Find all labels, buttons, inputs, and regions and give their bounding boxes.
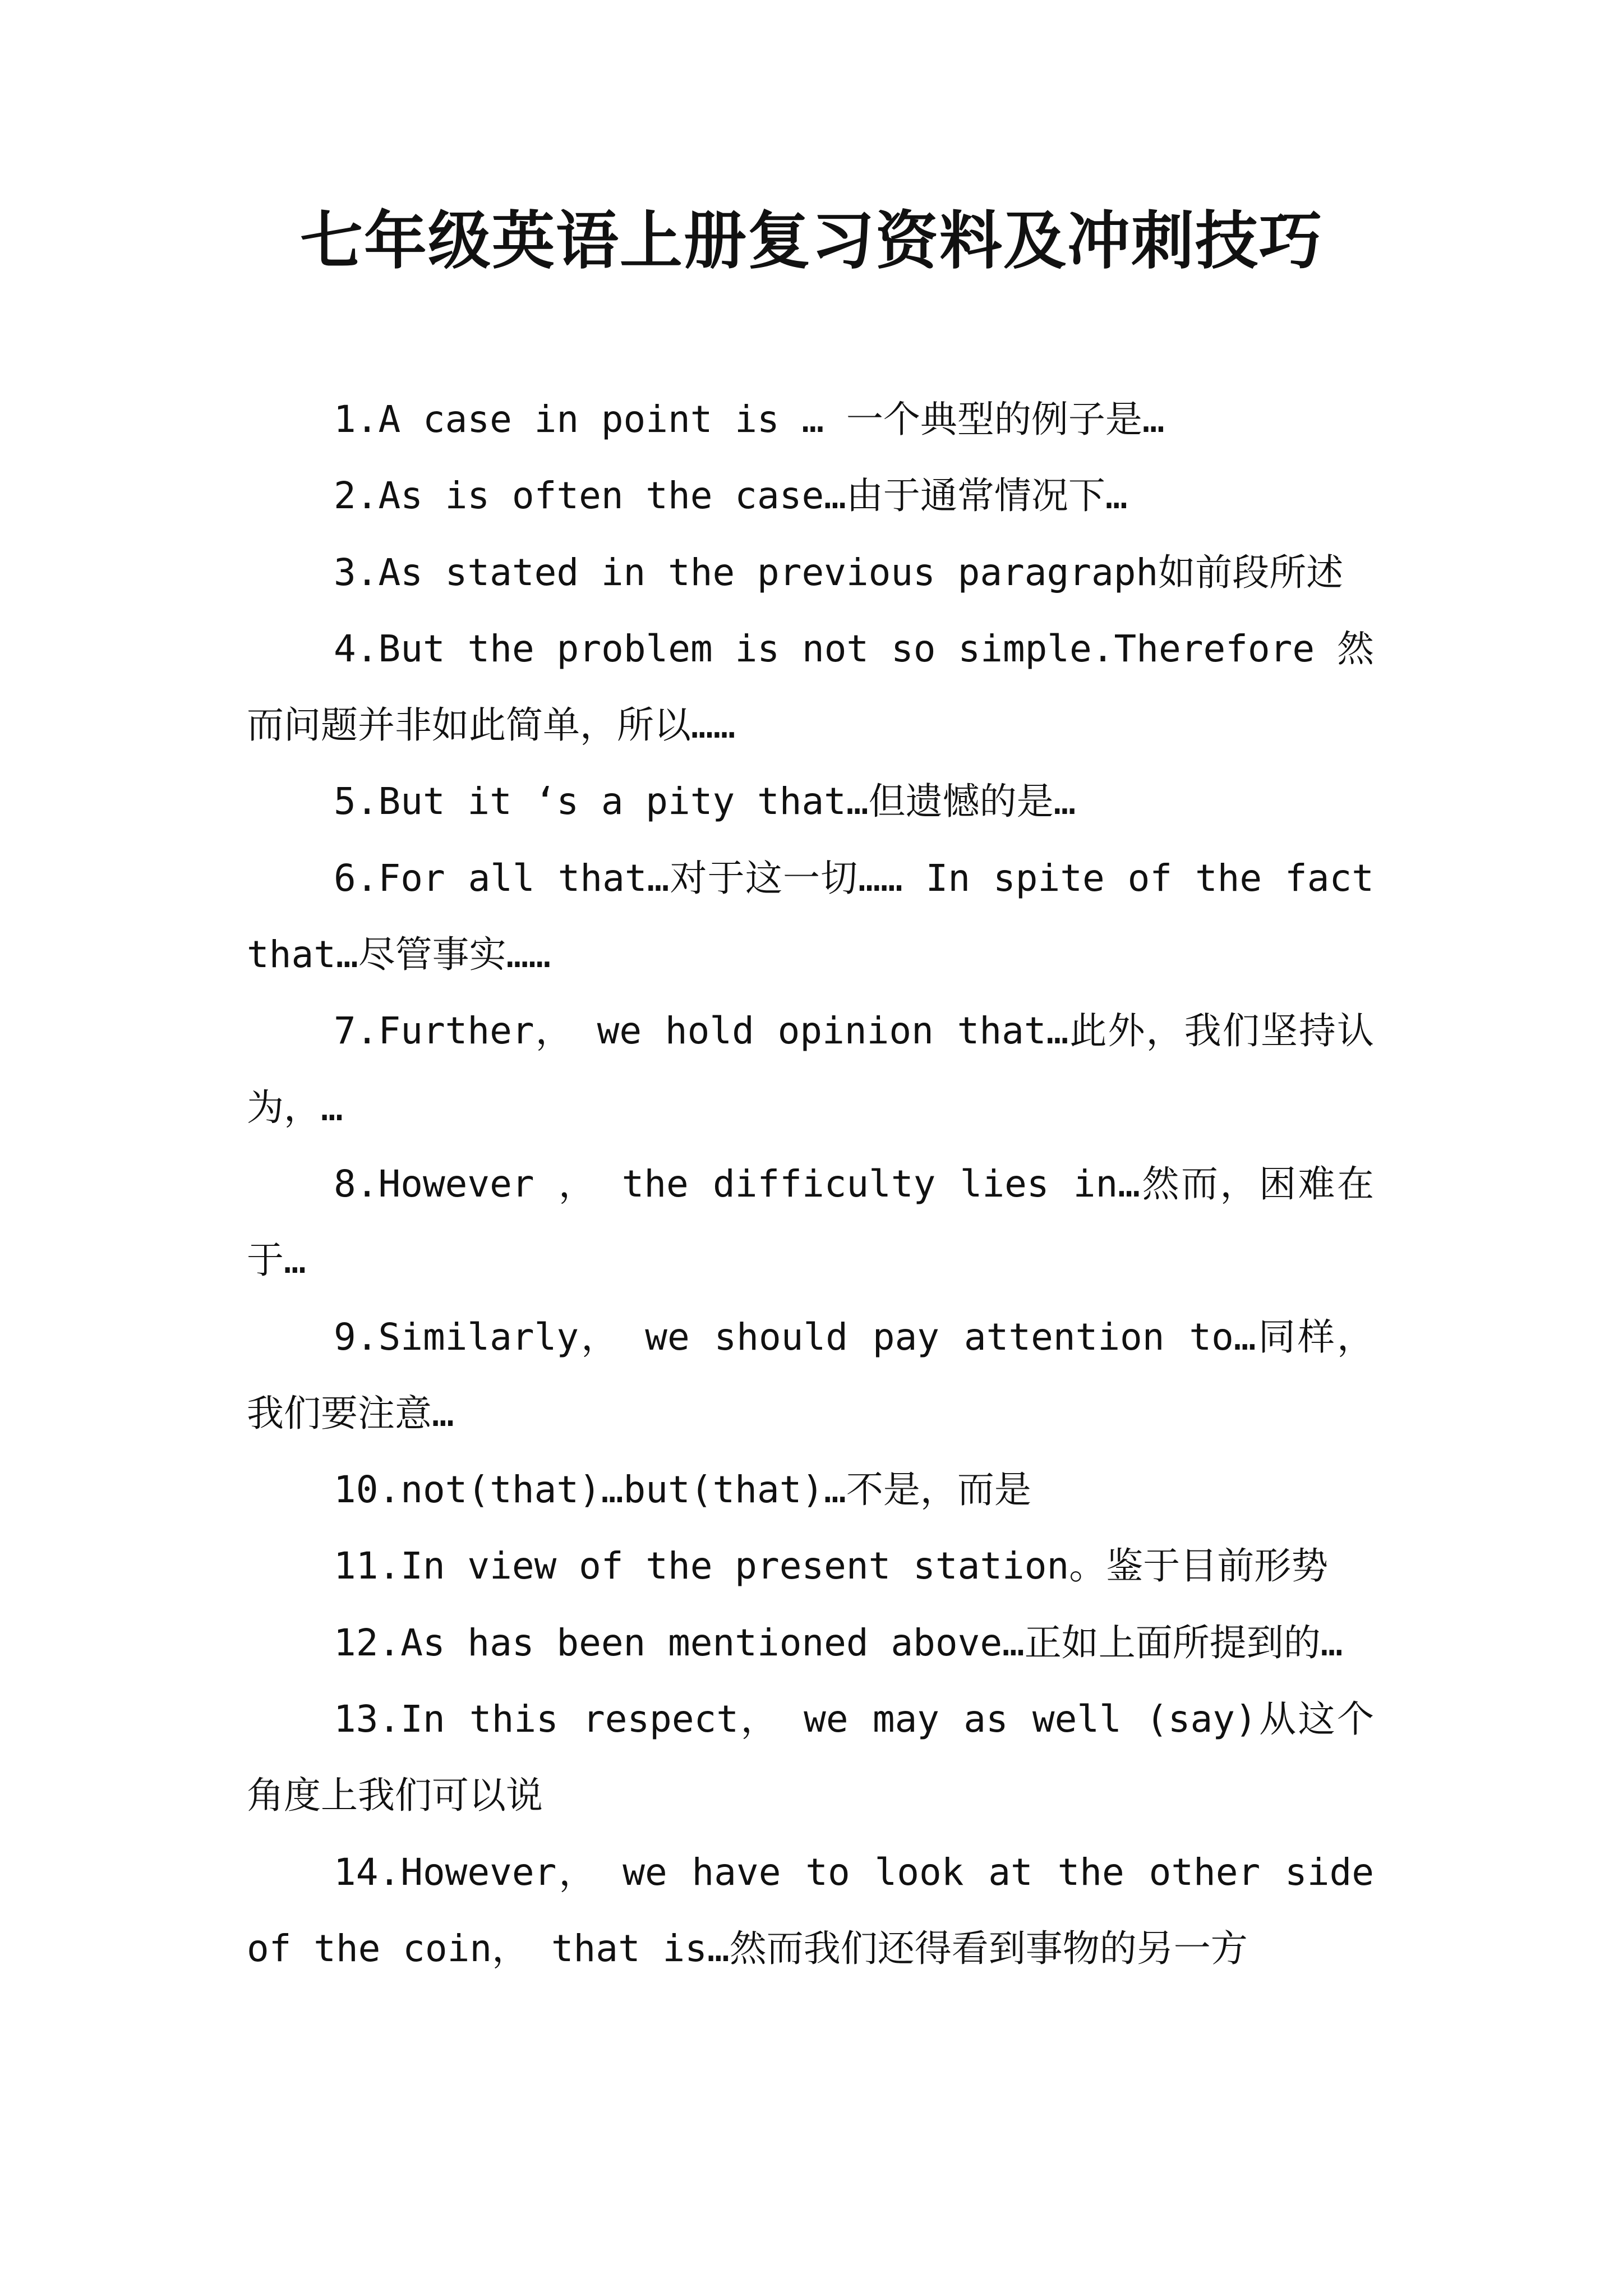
list-item: 4.But the problem is not so simple.Therefore 然而问题并非如此简单，所以…… bbox=[247, 627, 1374, 747]
list-item: 2.As is often the case…由于通常情况下… bbox=[334, 474, 1128, 518]
list-item: 11.In view of the present station。鉴于目前形势 bbox=[334, 1544, 1329, 1588]
list-item: 8.However ， the difficulty lies in…然而，困难在于… bbox=[247, 1162, 1374, 1282]
list-item: 13.In this respect， we may as well (say)从这个角度上我们可以说 bbox=[247, 1697, 1374, 1818]
list-item: 10.not(that)…but(that)…不是，而是 bbox=[334, 1468, 1031, 1512]
list-item: 14.However， we have to look at the other side of the coin， that is…然而我们还得看到事物的另一方 bbox=[247, 1850, 1374, 1970]
list-item: 1.A case in point is … 一个典型的例子是… bbox=[334, 398, 1165, 441]
list-item: 6.For all that…对于这一切…… In spite of the fact that…尽管事实…… bbox=[247, 856, 1374, 977]
document-body bbox=[247, 381, 1374, 1987]
list-item: 12.As has been mentioned above…正如上面所提到的… bbox=[334, 1621, 1343, 1664]
list-item: 7.Further， we hold opinion that…此外，我们坚持认为，… bbox=[247, 1009, 1374, 1129]
list-item: 9.Similarly， we should pay attention to…同样，我们要注意… bbox=[247, 1315, 1374, 1435]
list-item: 5.But it ‘s a pity that…但遗憾的是… bbox=[334, 780, 1076, 823]
document-title: 七年级英语上册复习资料及冲刺技巧 bbox=[300, 204, 1323, 278]
list-item: 3.As stated in the previous paragraph如前段所述 bbox=[334, 550, 1344, 594]
